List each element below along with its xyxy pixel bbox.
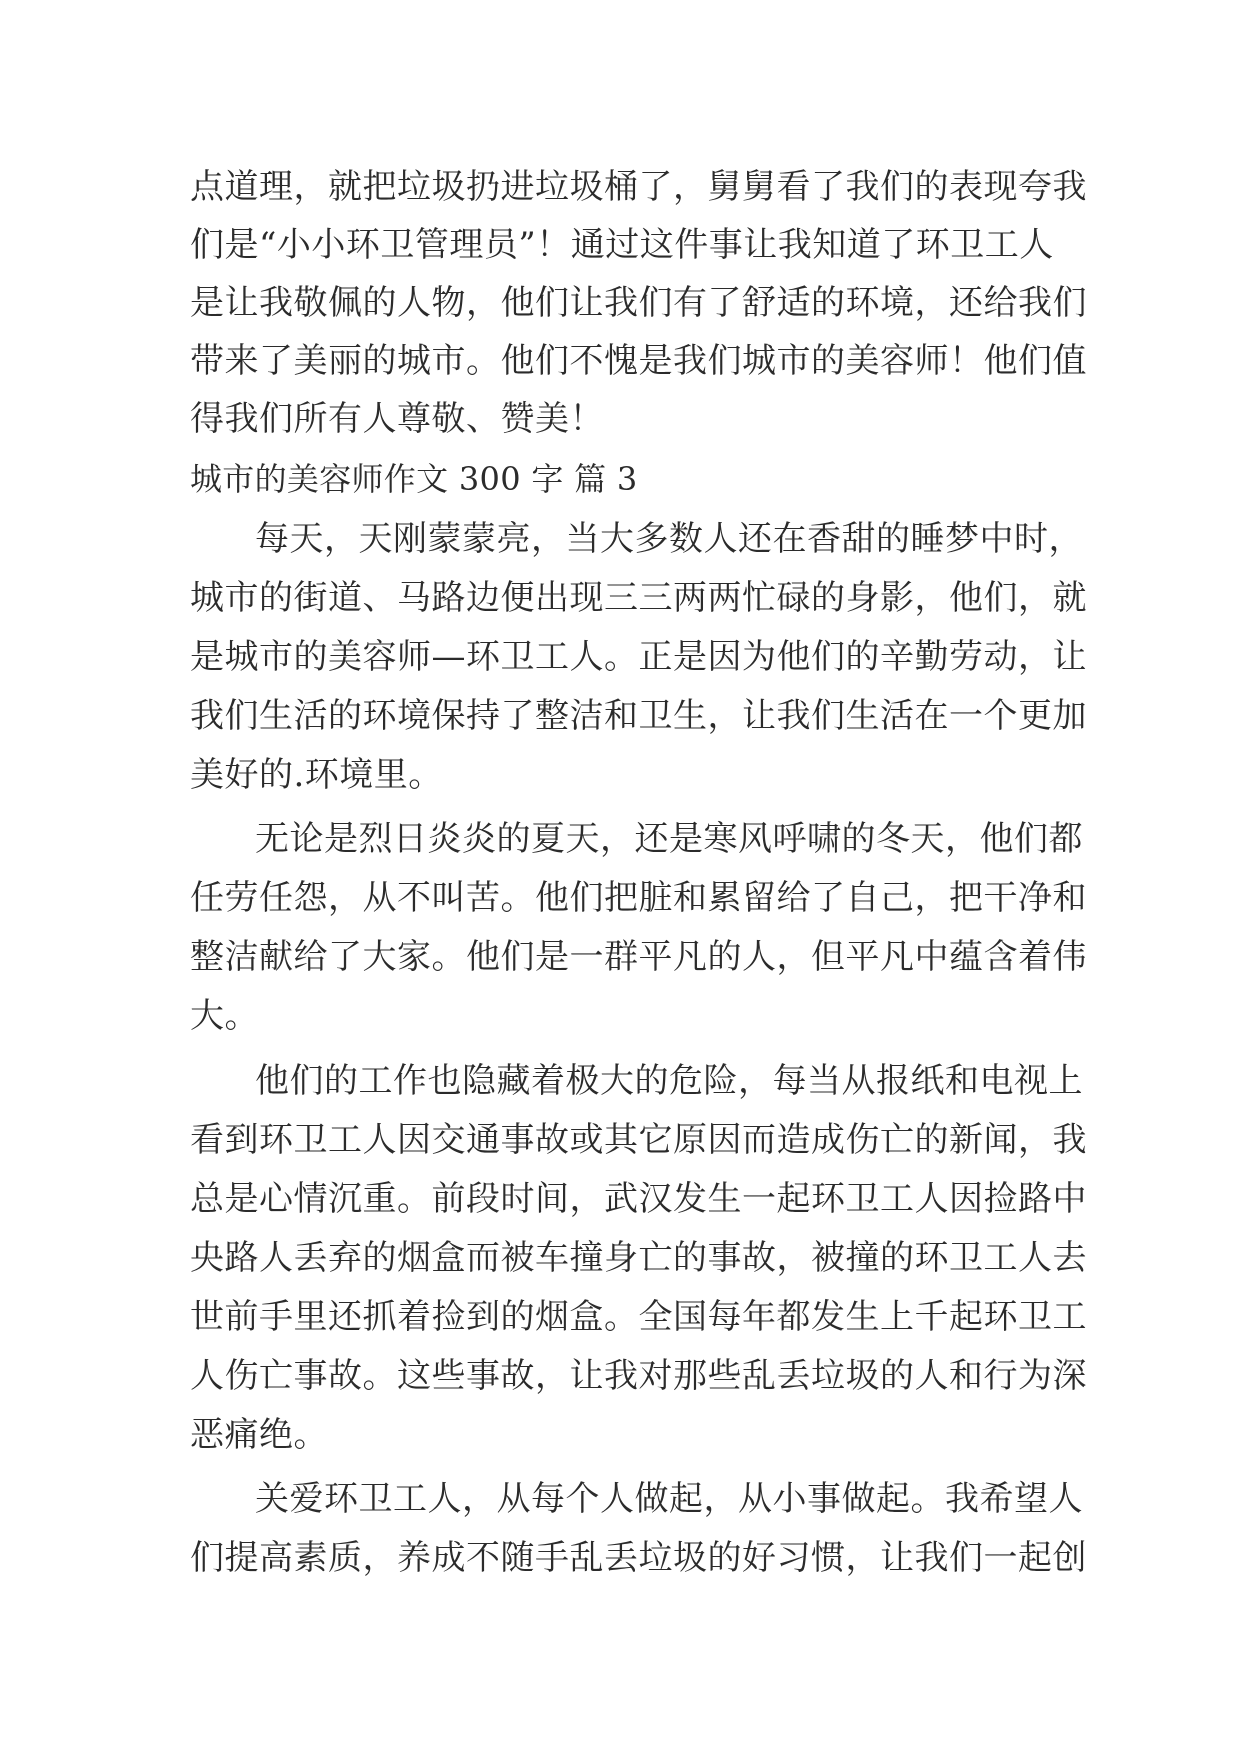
text-line: 是城市的美容师—环卫工人。正是因为他们的辛勤劳动，让 bbox=[190, 637, 1087, 677]
paragraph-first-line: 每天，天刚蒙蒙亮，当大多数人还在香甜的睡梦中时， bbox=[255, 519, 1083, 559]
text-line: 们是“小小环卫管理员”！通过这件事让我知道了环卫工人 bbox=[190, 225, 1054, 265]
text-line: 得我们所有人尊敬、赞美！ bbox=[190, 399, 604, 439]
paragraph-first-line: 关爱环卫工人，从每个人做起，从小事做起。我希望人 bbox=[255, 1479, 1083, 1519]
text-line: 美好的.环境里。 bbox=[190, 755, 443, 795]
text-line: 城市的街道、马路边便出现三三两两忙碌的身影，他们，就 bbox=[190, 578, 1087, 618]
text-line: 整洁献给了大家。他们是一群平凡的人，但平凡中蕴含着伟 bbox=[190, 937, 1087, 977]
section-heading: 城市的美容师作文 300 字 篇 3 bbox=[190, 460, 638, 498]
paragraph-first-line: 他们的工作也隐藏着极大的危险，每当从报纸和电视上 bbox=[255, 1061, 1083, 1101]
text-line: 恶痛绝。 bbox=[190, 1415, 328, 1455]
text-line: 带来了美丽的城市。他们不愧是我们城市的美容师！他们值 bbox=[190, 341, 1087, 381]
text-line: 人伤亡事故。这些事故，让我对那些乱丢垃圾的人和行为深 bbox=[190, 1356, 1087, 1396]
text-line: 看到环卫工人因交通事故或其它原因而造成伤亡的新闻，我 bbox=[190, 1120, 1087, 1160]
paragraph-first-line: 无论是烈日炎炎的夏天，还是寒风呼啸的冬天，他们都 bbox=[255, 819, 1083, 859]
text-line: 我们生活的环境保持了整洁和卫生，让我们生活在一个更加 bbox=[190, 696, 1087, 736]
text-line: 们提高素质，养成不随手乱丢垃圾的好习惯，让我们一起创 bbox=[190, 1538, 1087, 1578]
text-line: 点道理，就把垃圾扔进垃圾桶了，舅舅看了我们的表现夸我 bbox=[190, 167, 1087, 207]
text-line: 总是心情沉重。前段时间，武汉发生一起环卫工人因捡路中 bbox=[190, 1179, 1087, 1219]
text-line: 是让我敬佩的人物，他们让我们有了舒适的环境，还给我们 bbox=[190, 283, 1087, 323]
text-line: 大。 bbox=[190, 996, 259, 1036]
text-line: 世前手里还抓着捡到的烟盒。全国每年都发生上千起环卫工 bbox=[190, 1297, 1087, 1337]
text-line: 任劳任怨，从不叫苦。他们把脏和累留给了自己，把干净和 bbox=[190, 878, 1087, 918]
text-line: 央路人丢弃的烟盒而被车撞身亡的事故，被撞的环卫工人去 bbox=[190, 1238, 1087, 1278]
